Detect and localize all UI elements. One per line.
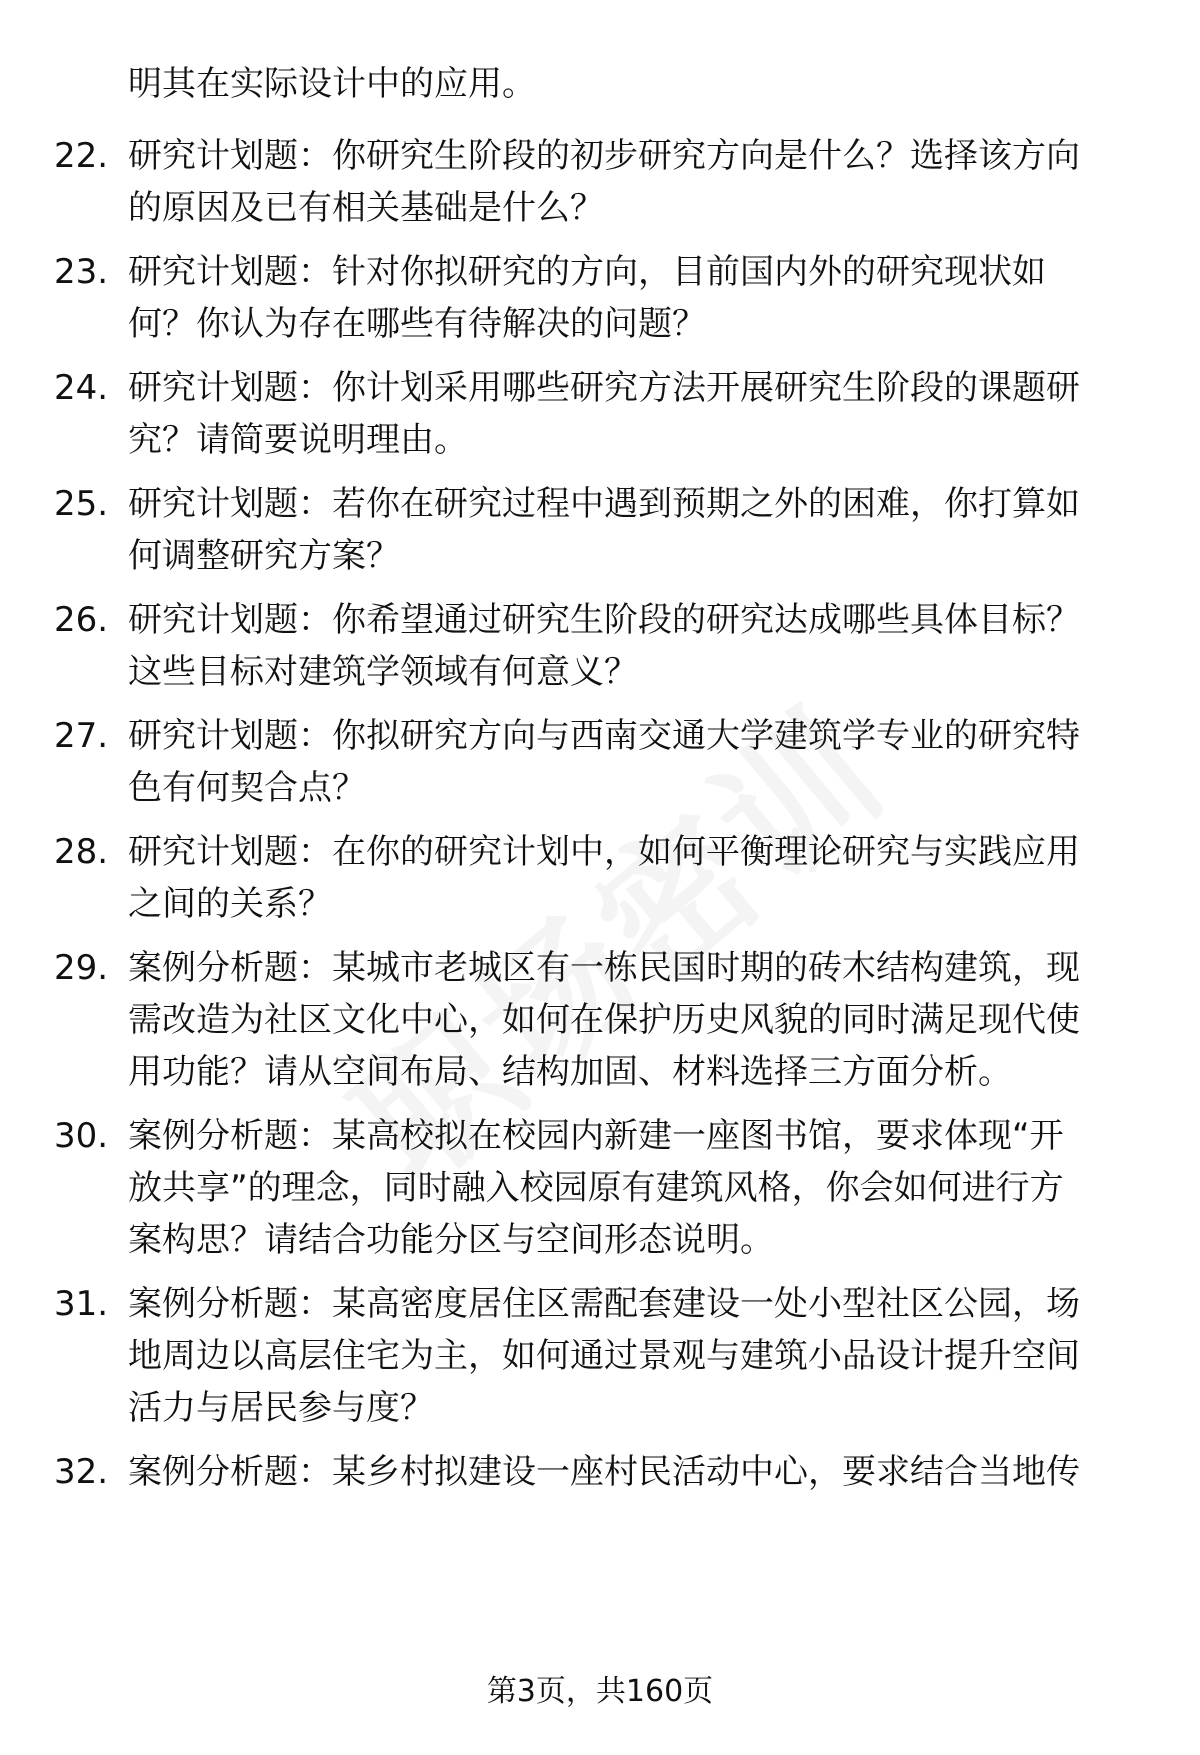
- item-text-line: 案例分析题：某高密度居住区需配套建设一处小型社区公园，场: [128, 1284, 1080, 1324]
- continuation-line: 明其在实际设计中的应用。: [128, 64, 536, 104]
- item-text-line: 需改造为社区文化中心，如何在保护历史风貌的同时满足现代使: [128, 1000, 1080, 1040]
- item-number: 26.: [54, 600, 109, 640]
- item-text-line: 案例分析题：某城市老城区有一栋民国时期的砖木结构建筑，现: [128, 948, 1080, 988]
- item-text: [128, 130, 1138, 234]
- item-text: [128, 942, 1138, 1098]
- item-text-line: 用功能？请从空间布局、结构加固、材料选择三方面分析。: [128, 1052, 1012, 1092]
- item-text: [128, 594, 1138, 698]
- item-text: [128, 1446, 1138, 1498]
- item-text: [128, 1278, 1138, 1434]
- item-number: 30.: [54, 1116, 109, 1156]
- item-text: [128, 710, 1138, 814]
- item-text-line: 放共享”的理念，同时融入校园原有建筑风格，你会如何进行方: [128, 1168, 1064, 1208]
- item-text-line: 究？请简要说明理由。: [128, 420, 468, 460]
- item-number: 24.: [54, 368, 109, 408]
- item-text-line: 地周边以高层住宅为主，如何通过景观与建筑小品设计提升空间: [128, 1336, 1080, 1376]
- item-text: [128, 826, 1138, 930]
- item-text-line: 之间的关系？: [128, 884, 332, 924]
- item-number: 31.: [54, 1284, 109, 1324]
- item-text-line: 研究计划题：在你的研究计划中，如何平衡理论研究与实践应用: [128, 832, 1080, 872]
- item-number: 27.: [54, 716, 109, 756]
- item-text: [128, 362, 1138, 466]
- item-text-line: 案例分析题：某乡村拟建设一座村民活动中心，要求结合当地传: [128, 1452, 1080, 1492]
- item-text: [128, 478, 1138, 582]
- item-text-line: 研究计划题：你希望通过研究生阶段的研究达成哪些具体目标？: [128, 600, 1080, 640]
- item-number: 32.: [54, 1452, 109, 1492]
- page-footer: 第3页，共160页: [486, 1674, 714, 1709]
- item-text-line: 这些目标对建筑学领域有何意义？: [128, 652, 638, 692]
- item-number: 28.: [54, 832, 109, 872]
- item-text-line: 研究计划题：针对你拟研究的方向，目前国内外的研究现状如: [128, 252, 1046, 292]
- item-number: 29.: [54, 948, 109, 988]
- item-text-line: 案例分析题：某高校拟在校园内新建一座图书馆，要求体现“开: [128, 1116, 1064, 1156]
- item-text-line: 案构思？请结合功能分区与空间形态说明。: [128, 1220, 774, 1260]
- item-text-line: 的原因及已有相关基础是什么？: [128, 188, 604, 228]
- item-text-line: 色有何契合点？: [128, 768, 366, 808]
- item-text-line: 何？你认为存在哪些有待解决的问题？: [128, 304, 706, 344]
- item-text-line: 活力与居民参与度？: [128, 1388, 434, 1428]
- item-text-line: 何调整研究方案？: [128, 536, 400, 576]
- item-text: [128, 246, 1138, 350]
- item-text-line: 研究计划题：若你在研究过程中遇到预期之外的困难，你打算如: [128, 484, 1080, 524]
- item-text-line: 研究计划题：你研究生阶段的初步研究方向是什么？选择该方向: [128, 136, 1080, 176]
- item-number: 22.: [54, 136, 109, 176]
- item-number: 25.: [54, 484, 109, 524]
- item-text-line: 研究计划题：你计划采用哪些研究方法开展研究生阶段的课题研: [128, 368, 1080, 408]
- item-text-line: 研究计划题：你拟研究方向与西南交通大学建筑学专业的研究特: [128, 716, 1080, 756]
- item-number: 23.: [54, 252, 109, 292]
- item-text: [128, 1110, 1138, 1266]
